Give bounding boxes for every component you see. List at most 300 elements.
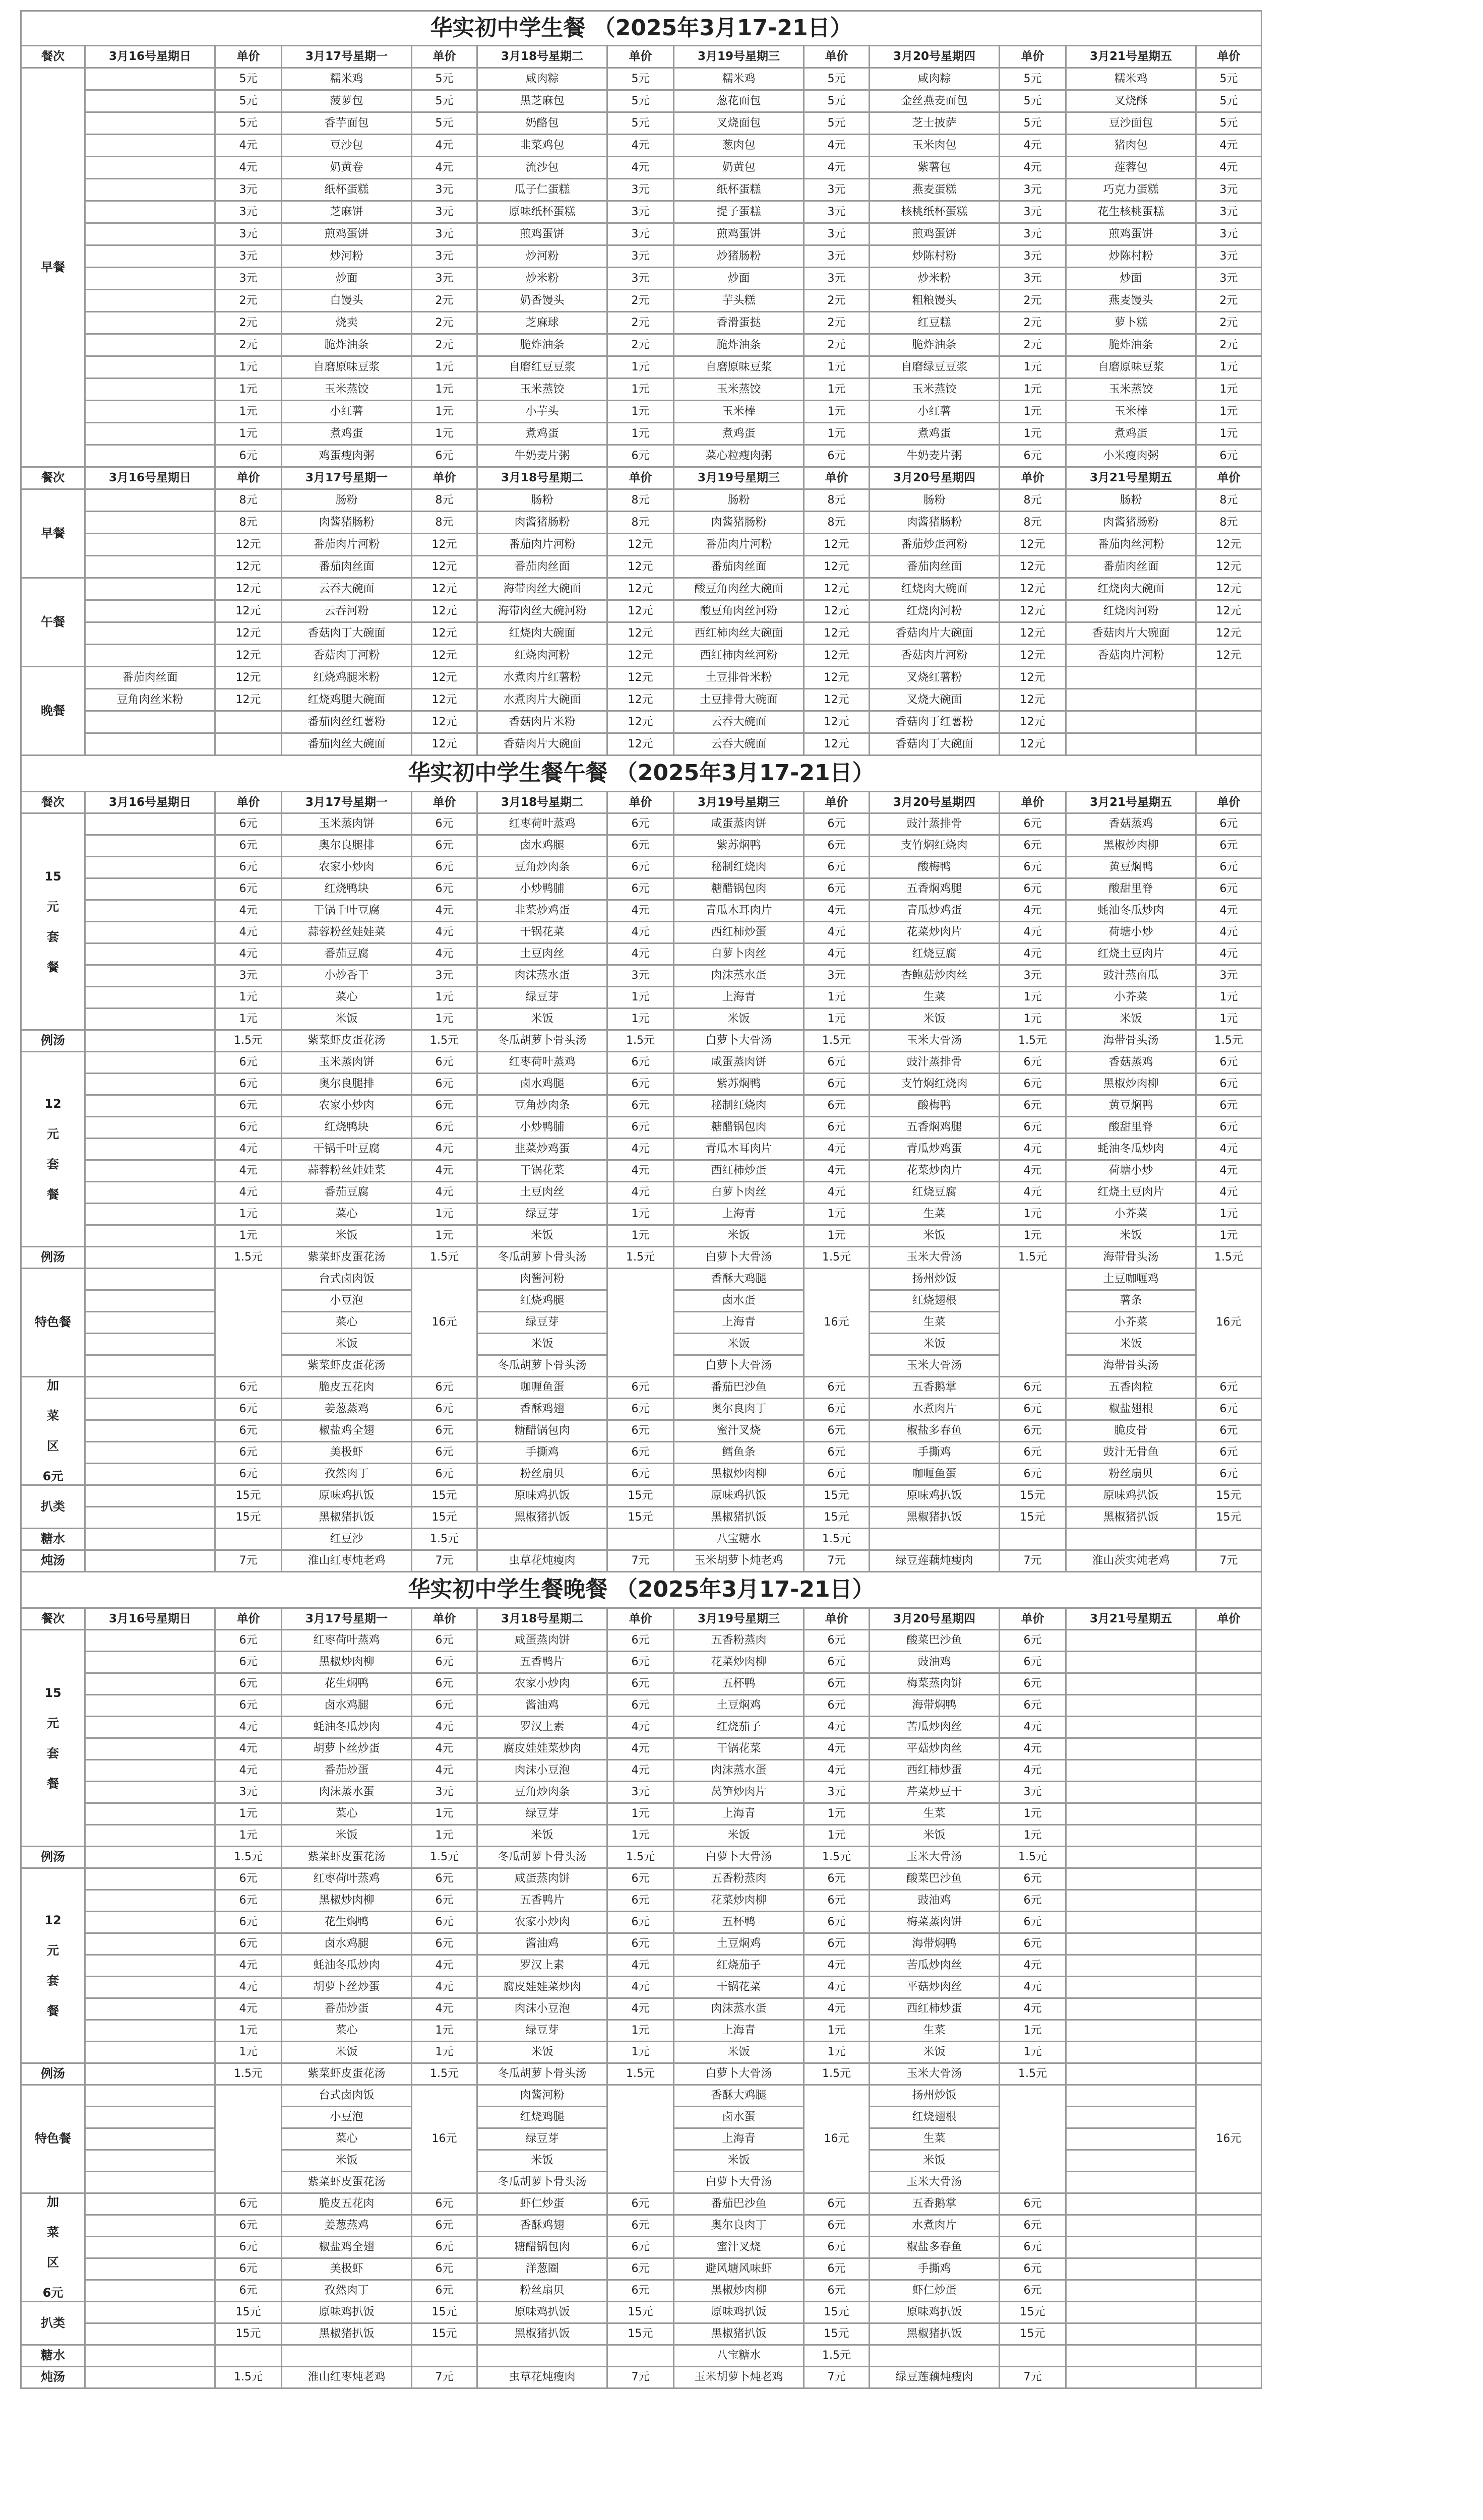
price-cell: 12元 [1000, 534, 1067, 556]
price-cell: 4元 [805, 944, 870, 966]
price-cell: 4元 [412, 1999, 478, 2021]
price-cell [1197, 1891, 1262, 1912]
dish-cell [86, 290, 216, 312]
price-cell: 12元 [216, 601, 282, 623]
price-cell: 4元 [216, 1956, 282, 1977]
dish-cell: 绿豆芽 [478, 1804, 608, 1825]
dish-cell: 香菇肉丁红薯粉 [870, 712, 1000, 734]
dish-cell: 西红柿炒蛋 [870, 1999, 1000, 2021]
price-cell: 3元 [1000, 1782, 1067, 1804]
dish-cell [1067, 1630, 1197, 1652]
meal-category: 炖汤 [20, 2367, 86, 2389]
dish-cell: 米饭 [870, 1226, 1000, 1247]
dish-cell: 炒米粉 [870, 268, 1000, 290]
price-cell: 6元 [216, 1464, 282, 1486]
price-cell: 12元 [805, 734, 870, 756]
dish-cell: 五香粉蒸肉 [674, 1630, 805, 1652]
price-cell [1197, 734, 1262, 756]
dish-cell [86, 1695, 216, 1717]
dish-cell: 上海青 [674, 2021, 805, 2042]
price-cell: 7元 [805, 2367, 870, 2389]
dish-cell: 红烧肉大碗面 [870, 579, 1000, 601]
dish-cell: 香菇肉片米粉 [478, 712, 608, 734]
price-cell: 3元 [608, 224, 674, 246]
price-cell: 6元 [608, 1052, 674, 1074]
dish-cell: 白萝卜大骨汤 [674, 1247, 805, 1269]
header-price: 单价 [608, 46, 674, 69]
price-cell: 3元 [805, 966, 870, 987]
section-title: 华实初中学生餐 （2025年3月17-21日） [20, 10, 1262, 46]
price-cell: 3元 [805, 268, 870, 290]
price-cell: 6元 [1000, 1442, 1067, 1464]
price-cell: 1元 [608, 423, 674, 446]
price-cell: 1.5元 [1000, 1247, 1067, 1269]
dish-cell [86, 1782, 216, 1804]
price-cell: 15元 [216, 1507, 282, 1529]
dish-cell: 煮鸡蛋 [282, 423, 412, 446]
price-cell [1197, 2346, 1262, 2367]
dish-cell [86, 1399, 216, 1421]
price-cell: 1元 [608, 379, 674, 401]
empty-cell [1000, 2086, 1067, 2194]
price-cell: 6元 [608, 1421, 674, 1442]
dish-cell [1067, 2172, 1197, 2194]
price-cell: 2元 [1197, 312, 1262, 335]
dish-cell: 水煮肉片 [870, 2216, 1000, 2237]
price-cell: 4元 [1197, 157, 1262, 179]
price-cell: 1元 [805, 423, 870, 446]
dish-cell: 纸杯蛋糕 [282, 179, 412, 202]
price-cell: 12元 [412, 601, 478, 623]
price-cell [1197, 712, 1262, 734]
price-cell: 6元 [412, 1912, 478, 1934]
price-cell: 15元 [608, 1486, 674, 1507]
dish-cell: 白馒头 [282, 290, 412, 312]
price-cell: 12元 [805, 601, 870, 623]
price-cell: 6元 [412, 2281, 478, 2302]
price-cell: 1.5元 [216, 1847, 282, 1869]
price-cell: 6元 [1197, 814, 1262, 836]
dish-cell: 自磨绿豆豆浆 [870, 357, 1000, 379]
price-cell: 1元 [805, 379, 870, 401]
price-cell: 15元 [216, 1486, 282, 1507]
section-title: 华实初中学生餐午餐 （2025年3月17-21日） [20, 756, 1262, 792]
price-cell: 3元 [1000, 268, 1067, 290]
price-cell: 12元 [1197, 556, 1262, 579]
dish-cell: 番茄肉丝河粉 [1067, 534, 1197, 556]
dish-cell: 芋头糕 [674, 290, 805, 312]
dish-cell: 卤水鸡腿 [478, 1074, 608, 1096]
dish-cell: 白萝卜大骨汤 [674, 1847, 805, 1869]
price-cell: 1元 [1000, 1009, 1067, 1031]
dish-cell: 炒米粉 [478, 268, 608, 290]
price-cell: 6元 [216, 1934, 282, 1956]
header-day: 3月17号星期一 [282, 468, 412, 490]
dish-cell: 米饭 [282, 1334, 412, 1356]
price-cell: 7元 [1197, 1551, 1262, 1572]
price-cell: 7元 [412, 2367, 478, 2389]
dish-cell: 奥尔良腿排 [282, 1074, 412, 1096]
dish-cell: 米饭 [870, 1009, 1000, 1031]
dish-cell: 肉酱河粉 [478, 1269, 608, 1291]
price-cell: 1元 [1000, 379, 1067, 401]
dish-cell [86, 357, 216, 379]
dish-cell: 米饭 [282, 2151, 412, 2172]
dish-cell: 小芥菜 [1067, 1312, 1197, 1334]
price-cell: 6元 [608, 2216, 674, 2237]
price-cell: 12元 [805, 534, 870, 556]
price-cell [1197, 2021, 1262, 2042]
dish-cell: 小米瘦肉粥 [1067, 446, 1197, 468]
price-cell: 1元 [805, 1804, 870, 1825]
price-cell: 6元 [412, 1891, 478, 1912]
dish-cell: 豉汁蒸南瓜 [1067, 966, 1197, 987]
dish-cell [86, 135, 216, 157]
dish-cell [1067, 1674, 1197, 1695]
dish-cell: 蒜蓉粉丝娃娃菜 [282, 922, 412, 944]
dish-cell [86, 490, 216, 512]
dish-cell: 肉酱猪肠粉 [870, 512, 1000, 534]
dish-cell: 玉米大骨汤 [870, 1847, 1000, 1869]
price-cell [1197, 1804, 1262, 1825]
meal-category: 特色餐 [20, 1269, 86, 1377]
dish-cell: 肠粉 [1067, 490, 1197, 512]
price-cell: 1元 [608, 2042, 674, 2064]
price-cell: 12元 [608, 534, 674, 556]
dish-cell: 原味鸡扒饭 [282, 2302, 412, 2324]
price-cell: 1元 [216, 987, 282, 1009]
price-cell: 4元 [1000, 1717, 1067, 1739]
price-cell: 6元 [805, 2259, 870, 2281]
dish-cell: 姜葱蒸鸡 [282, 1399, 412, 1421]
price-cell: 15元 [412, 1507, 478, 1529]
price-cell: 6元 [1000, 1630, 1067, 1652]
price-cell: 6元 [1000, 1052, 1067, 1074]
dish-cell: 肉沫蒸水蛋 [674, 1760, 805, 1782]
price-cell: 1元 [805, 2021, 870, 2042]
header-price: 单价 [608, 792, 674, 814]
price-cell: 1元 [412, 423, 478, 446]
dish-cell [86, 2237, 216, 2259]
price-cell [608, 1529, 674, 1551]
price-cell: 12元 [1197, 534, 1262, 556]
header-price: 单价 [1000, 1609, 1067, 1630]
dish-cell: 粉丝扇贝 [478, 1464, 608, 1486]
price-cell: 7元 [805, 1551, 870, 1572]
dish-cell: 自磨原味豆浆 [282, 357, 412, 379]
dish-cell: 红烧翅根 [870, 2107, 1000, 2129]
price-cell: 3元 [805, 1782, 870, 1804]
price-cell: 12元 [412, 534, 478, 556]
dish-cell [86, 1356, 216, 1377]
dish-cell: 米饭 [478, 1009, 608, 1031]
dish-cell [1067, 2042, 1197, 2064]
header-price: 单价 [608, 468, 674, 490]
dish-cell: 糯米鸡 [674, 69, 805, 91]
header-day: 3月21号星期五 [1067, 1609, 1197, 1630]
dish-cell: 纸杯蛋糕 [674, 179, 805, 202]
dish-cell [1067, 2021, 1197, 2042]
dish-cell: 红烧鸡腿大碗面 [282, 689, 412, 712]
dish-cell: 玉米大骨汤 [870, 2172, 1000, 2194]
price-cell: 6元 [1000, 1652, 1067, 1674]
meal-category: 扒类 [20, 2302, 86, 2346]
meal-category: 加 菜 区 6元 [20, 2194, 86, 2302]
empty-cell [216, 2086, 282, 2194]
dish-cell: 香菇肉片河粉 [870, 645, 1000, 667]
dish-cell: 红豆糕 [870, 312, 1000, 335]
dish-cell: 白萝卜大骨汤 [674, 1356, 805, 1377]
meal-category: 糖水 [20, 2346, 86, 2367]
header-price: 单价 [1197, 468, 1262, 490]
dish-cell: 紫苏焖鸭 [674, 1074, 805, 1096]
header-day: 3月20号星期四 [870, 468, 1000, 490]
price-cell: 2元 [608, 290, 674, 312]
dish-cell: 肠粉 [870, 490, 1000, 512]
price-cell: 4元 [608, 1161, 674, 1182]
price-cell: 12元 [1000, 623, 1067, 645]
header-price: 单价 [216, 468, 282, 490]
dish-cell: 红烧豆腐 [870, 944, 1000, 966]
dish-cell: 糖醋锅包肉 [478, 2237, 608, 2259]
price-cell: 4元 [412, 1760, 478, 1782]
dish-cell: 莲蓉包 [1067, 157, 1197, 179]
dish-cell: 煮鸡蛋 [870, 423, 1000, 446]
dish-cell: 肉酱河粉 [478, 2086, 608, 2107]
dish-cell: 薯条 [1067, 1291, 1197, 1312]
dish-cell: 五杯鸭 [674, 1912, 805, 1934]
header-price: 单价 [1197, 792, 1262, 814]
dish-cell: 生菜 [870, 2021, 1000, 2042]
dish-cell [86, 1869, 216, 1891]
dish-cell: 紫菜虾皮蛋花汤 [282, 1247, 412, 1269]
price-cell: 1.5元 [412, 1247, 478, 1269]
dish-cell: 肠粉 [674, 490, 805, 512]
dish-cell [86, 1204, 216, 1226]
dish-cell [86, 1074, 216, 1096]
price-cell: 3元 [1000, 246, 1067, 268]
dish-cell [86, 2129, 216, 2151]
dish-cell: 农家小炒肉 [478, 1912, 608, 1934]
dish-cell: 红烧肉河粉 [1067, 601, 1197, 623]
price-cell: 6元 [412, 1117, 478, 1139]
dish-cell: 冬瓜胡萝卜骨头汤 [478, 1247, 608, 1269]
price-cell: 1元 [412, 2042, 478, 2064]
dish-cell: 土豆焖鸡 [674, 1934, 805, 1956]
dish-cell: 米饭 [282, 2042, 412, 2064]
dish-cell: 紫苏焖鸭 [674, 836, 805, 857]
dish-cell: 台式卤肉饭 [282, 2086, 412, 2107]
dish-cell: 菜心 [282, 1804, 412, 1825]
dish-cell: 酸梅鸭 [870, 1096, 1000, 1117]
price-cell: 12元 [1000, 556, 1067, 579]
dish-cell [1067, 2302, 1197, 2324]
price-cell: 4元 [805, 1739, 870, 1760]
dish-cell: 酱油鸡 [478, 1695, 608, 1717]
price-cell: 4元 [608, 922, 674, 944]
dish-cell: 脆炸油条 [478, 335, 608, 357]
price-cell: 12元 [608, 601, 674, 623]
dish-cell: 煮鸡蛋 [478, 423, 608, 446]
price-cell: 4元 [216, 157, 282, 179]
dish-cell: 咸蛋蒸肉饼 [674, 814, 805, 836]
dish-cell: 干锅花菜 [478, 922, 608, 944]
price-cell: 15元 [1000, 1486, 1067, 1507]
price-cell: 3元 [412, 1782, 478, 1804]
header-meal: 餐次 [20, 1609, 86, 1630]
price-cell: 1元 [412, 1009, 478, 1031]
dish-cell [478, 2346, 608, 2367]
price-cell: 6元 [805, 1377, 870, 1399]
dish-cell: 炒陈村粉 [870, 246, 1000, 268]
dish-cell: 香菇肉丁大碗面 [870, 734, 1000, 756]
price-cell: 1元 [412, 1204, 478, 1226]
price-cell: 1元 [608, 1226, 674, 1247]
dish-cell [86, 401, 216, 423]
dish-cell: 煎鸡蛋饼 [674, 224, 805, 246]
price-cell: 1元 [608, 357, 674, 379]
header-price: 单价 [412, 792, 478, 814]
dish-cell: 奥尔良肉丁 [674, 2216, 805, 2237]
price-cell: 4元 [1000, 135, 1067, 157]
dish-cell: 肉沫蒸水蛋 [674, 966, 805, 987]
price-cell: 6元 [1000, 1096, 1067, 1117]
dish-cell: 红烧鸡腿 [478, 2107, 608, 2129]
dish-cell: 香滑蛋挞 [674, 312, 805, 335]
price-cell: 3元 [216, 202, 282, 224]
price-cell: 5元 [805, 91, 870, 113]
dish-cell: 咸肉粽 [478, 69, 608, 91]
price-cell [1197, 1674, 1262, 1695]
dish-cell [86, 1052, 216, 1074]
price-cell: 8元 [216, 490, 282, 512]
header-day: 3月19号星期三 [674, 1609, 805, 1630]
dish-cell: 花生焖鸭 [282, 1912, 412, 1934]
price-cell: 3元 [1197, 268, 1262, 290]
header-price: 单价 [216, 46, 282, 69]
price-cell: 6元 [805, 1674, 870, 1695]
dish-cell: 米饭 [478, 1226, 608, 1247]
price-cell: 12元 [412, 645, 478, 667]
dish-cell: 番茄巴沙鱼 [674, 1377, 805, 1399]
dish-cell [1067, 689, 1197, 712]
dish-cell: 虫草花炖瘦肉 [478, 1551, 608, 1572]
meal-category: 扒类 [20, 1486, 86, 1529]
dish-cell: 燕麦蛋糕 [870, 179, 1000, 202]
dish-cell: 冬瓜胡萝卜骨头汤 [478, 1356, 608, 1377]
price-cell [1197, 1695, 1262, 1717]
price-cell: 3元 [1000, 179, 1067, 202]
price-cell: 1元 [216, 379, 282, 401]
price-cell: 6元 [1000, 2281, 1067, 2302]
price-cell: 4元 [1197, 901, 1262, 922]
dish-cell: 原味纸杯蛋糕 [478, 202, 608, 224]
price-cell: 4元 [608, 1182, 674, 1204]
dish-cell: 蜜汁叉烧 [674, 1421, 805, 1442]
price-cell: 4元 [805, 1717, 870, 1739]
dish-cell [86, 268, 216, 290]
dish-cell: 小炒鸭脯 [478, 1117, 608, 1139]
meal-category: 15 元 套 餐 [20, 814, 86, 1031]
price-cell: 12元 [805, 579, 870, 601]
price-cell: 6元 [805, 1695, 870, 1717]
dish-cell: 花菜炒肉柳 [674, 1891, 805, 1912]
price-cell: 6元 [608, 836, 674, 857]
dish-cell: 奶酪包 [478, 113, 608, 135]
price-cell: 15元 [1000, 2324, 1067, 2346]
dish-cell: 卤水蛋 [674, 2107, 805, 2129]
price-cell: 6元 [412, 1630, 478, 1652]
dish-cell: 巧克力蛋糕 [1067, 179, 1197, 202]
price-cell: 6元 [608, 879, 674, 901]
price-cell: 2元 [608, 335, 674, 357]
dish-cell: 蚝油冬瓜炒肉 [282, 1717, 412, 1739]
dish-cell [1067, 1825, 1197, 1847]
dish-cell: 红烧茄子 [674, 1717, 805, 1739]
price-cell: 6元 [608, 1399, 674, 1421]
dish-cell [1067, 1912, 1197, 1934]
price-cell: 6元 [412, 1934, 478, 1956]
price-cell: 4元 [1000, 1139, 1067, 1161]
price-cell [1197, 667, 1262, 689]
header-day: 3月21号星期五 [1067, 46, 1197, 69]
price-cell: 3元 [412, 268, 478, 290]
dish-cell [86, 1674, 216, 1695]
price-cell: 1元 [412, 379, 478, 401]
price-cell: 6元 [216, 2194, 282, 2216]
price-cell: 6元 [1000, 2216, 1067, 2237]
price-cell [216, 712, 282, 734]
dish-cell: 米饭 [870, 1334, 1000, 1356]
price-cell: 3元 [805, 224, 870, 246]
price-cell: 1元 [1000, 2021, 1067, 2042]
price-cell: 4元 [216, 922, 282, 944]
price-cell: 6元 [412, 2216, 478, 2237]
price-cell: 6元 [1000, 1421, 1067, 1442]
price-cell: 7元 [1000, 1551, 1067, 1572]
dish-cell: 菜心 [282, 1312, 412, 1334]
dish-cell [86, 1334, 216, 1356]
dish-cell: 鳕鱼条 [674, 1442, 805, 1464]
dish-cell: 肉酱猪肠粉 [674, 512, 805, 534]
price-cell: 6元 [608, 814, 674, 836]
dish-cell: 手撕鸡 [870, 2259, 1000, 2281]
price-cell: 1.5元 [608, 1847, 674, 1869]
price-cell: 1.5元 [805, 2064, 870, 2086]
dish-cell: 小芋头 [478, 401, 608, 423]
dish-cell: 番茄肉丝面 [674, 556, 805, 579]
price-cell: 1元 [608, 401, 674, 423]
price-cell: 12元 [216, 579, 282, 601]
price-cell: 4元 [608, 1760, 674, 1782]
dish-cell: 海带焖鸭 [870, 1934, 1000, 1956]
price-cell: 4元 [805, 157, 870, 179]
dish-cell: 米饭 [1067, 1226, 1197, 1247]
dish-cell: 红枣荷叶蒸鸡 [478, 1052, 608, 1074]
price-cell: 6元 [412, 836, 478, 857]
dish-cell: 肉沫蒸水蛋 [478, 966, 608, 987]
price-cell: 6元 [412, 1096, 478, 1117]
dish-cell: 脆炸油条 [1067, 335, 1197, 357]
dish-cell [1067, 2107, 1197, 2129]
price-cell: 6元 [1197, 1117, 1262, 1139]
price-cell: 4元 [412, 157, 478, 179]
dish-cell: 孜然肉丁 [282, 1464, 412, 1486]
dish-cell: 上海青 [674, 987, 805, 1009]
dish-cell [86, 734, 216, 756]
dish-cell: 米饭 [674, 1009, 805, 1031]
price-cell: 1元 [1000, 1226, 1067, 1247]
